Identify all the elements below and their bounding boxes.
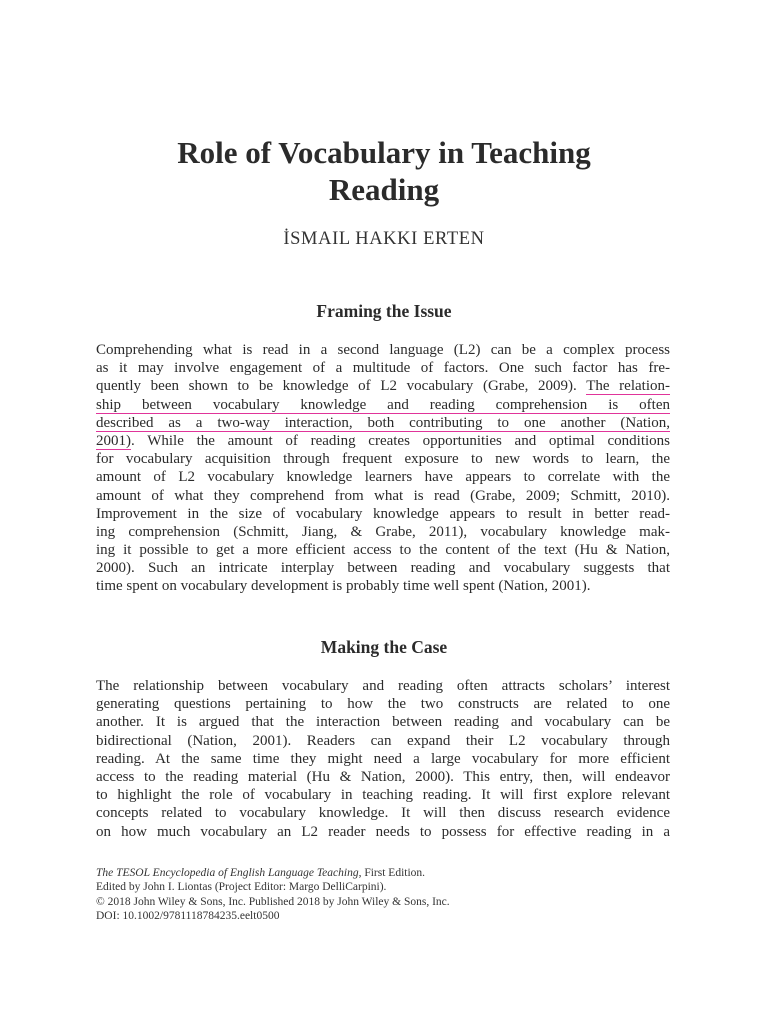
footer-doi: DOI: 10.1002/9781118784235.eelt0500 [96, 910, 280, 923]
paragraph-making-case [96, 677, 670, 841]
text-line [96, 377, 670, 395]
article-title [96, 134, 672, 208]
text-segment: quently been shown to be knowledge of L2 vocabulary (Grabe, 2009). [96, 378, 587, 395]
text-line: amount of L2 vocabulary knowledge learners have appears to correlate with the [96, 469, 670, 486]
text-line: concepts related to vocabulary knowledge. It will then discuss research evidence [96, 805, 670, 822]
text-line: access to the reading material (Hu & Nation, 2000). This entry, then, will endeavor [96, 768, 670, 785]
text-line: on how much vocabulary an L2 reader needs to possess for effective reading in a [96, 823, 670, 840]
title-line-2: Reading [328, 172, 440, 207]
text-line: time spent on vocabulary development is probably time well spent (Nation, 2001). [96, 578, 591, 595]
highlighted-text: 2001) [96, 432, 131, 449]
text-line: ing comprehension (Schmitt, Jiang, & Grabe, 2011), vocabulary knowledge mak- [96, 523, 670, 540]
edition-text: , First Edition. [358, 867, 426, 879]
text-line: ing it possible to get a more efficient access to the content of the text (Hu & Nation, [96, 542, 670, 559]
text-segment: . While the amount of reading creates opportunities and optimal conditions [131, 432, 670, 449]
highlighted-text: ship between vocabulary knowledge and reading comprehension is often [96, 396, 670, 413]
highlighted-text: described as a two-way interaction, both contributing to one another (Nation, [96, 414, 670, 431]
text-line: bidirectional (Nation, 2001). Readers can expand their L2 vocabulary through [96, 732, 670, 749]
text-line: for vocabulary acquisition through frequent exposure to new words to learn, the [96, 451, 670, 468]
section-heading-making-case: Making the Case [320, 637, 448, 657]
footer-book-line [96, 866, 672, 880]
book-title: The TESOL Encyclopedia of English Language Teaching [96, 867, 359, 879]
text-line: 2000). Such an intricate interplay between reading and vocabulary suggests that [96, 560, 670, 577]
text-line: to highlight the role of vocabulary in teaching reading. It will first explore relevant [96, 787, 670, 804]
text-line: another. It is argued that the interaction between reading and vocabulary can be [96, 714, 670, 731]
paragraph-framing [96, 341, 670, 596]
text-line: Comprehending what is read in a second language (L2) can be a complex process [96, 342, 670, 358]
text-line: reading. At the same time they might need a large vocabulary for more efficient [96, 750, 670, 767]
footer-copyright: © 2018 John Wiley & Sons, Inc. Published 2018 by John Wiley & Sons, Inc. [96, 895, 450, 908]
text-line: generating questions pertaining to how the two constructs are related to one [96, 696, 670, 713]
text-line: The relationship between vocabulary and reading often attracts scholars’ interest [96, 678, 670, 694]
publication-footer [96, 866, 672, 924]
text-line: amount of what they comprehend from what is read (Grabe, 2009; Schmitt, 2010). [96, 487, 670, 504]
text-line: as it may involve engagement of a multitude of factors. One such factor has fre- [96, 360, 670, 377]
author-name: İSMAIL HAKKI ERTEN [283, 229, 485, 249]
text-line [96, 414, 670, 432]
footer-edited-by: Edited by John I. Liontas (Project Editor: Margo DelliCarpini). [96, 881, 387, 894]
text-line [96, 432, 670, 450]
highlighted-text: The relation- [586, 378, 670, 395]
title-line-1: Role of Vocabulary in Teaching [177, 135, 591, 170]
text-line [96, 396, 670, 414]
section-heading-framing: Framing the Issue [316, 301, 452, 321]
text-line: Improvement in the size of vocabulary knowledge appears to result in better read- [96, 505, 670, 522]
